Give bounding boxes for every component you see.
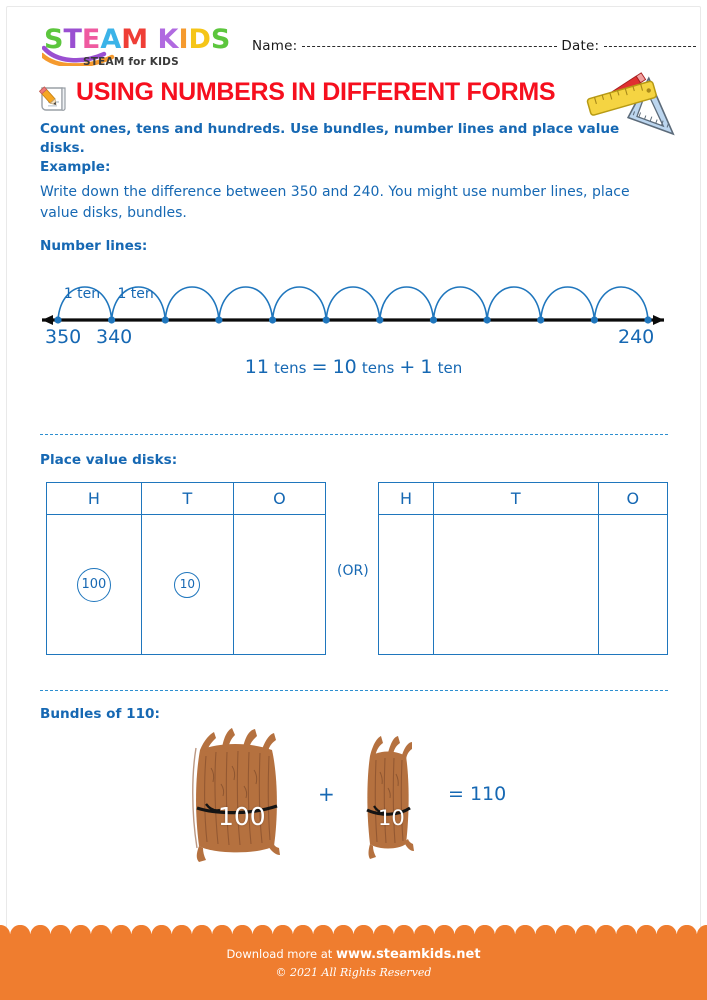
date-input-line[interactable] — [604, 46, 696, 47]
or-label: (OR) — [337, 563, 369, 579]
eq-n2: 10 — [332, 356, 357, 378]
footer-copyright: © 2021 All Rights Reserved — [275, 966, 432, 979]
bundles-diagram — [0, 722, 707, 862]
number-line-start-value: 350 — [45, 326, 82, 348]
logo-letter: K — [157, 24, 179, 55]
disk-100: 100 — [77, 568, 111, 602]
arc-label-1: 1 ten — [63, 286, 101, 302]
eq-w3: ten — [437, 359, 463, 377]
cell-tens[interactable] — [433, 515, 598, 655]
table-header-row — [47, 483, 326, 515]
header-ones: O — [233, 483, 325, 515]
cell-tens[interactable] — [141, 515, 233, 655]
place-value-table-right[interactable] — [378, 482, 668, 655]
steam-kids-logo[interactable] — [44, 24, 231, 70]
table-header-row — [379, 483, 668, 515]
number-line-end-value: 240 — [618, 326, 655, 348]
section-label-number-lines: Number lines: — [40, 238, 148, 254]
logo-letter: E — [81, 24, 101, 55]
section-divider-1 — [40, 434, 668, 435]
table-body-row — [379, 515, 668, 655]
bundle-small-icon — [367, 736, 414, 859]
logo-letter — [148, 26, 157, 54]
table-body-row — [47, 515, 326, 655]
logo-letter: T — [63, 24, 82, 55]
name-label: Name: — [252, 38, 298, 54]
logo-letter: S — [44, 24, 64, 55]
bundle-large-label: 100 — [218, 802, 266, 831]
header-hundreds: H — [47, 483, 142, 515]
plus-sign: + — [318, 782, 335, 806]
logo-letter: I — [178, 24, 189, 55]
eq-n1: 11 — [244, 356, 269, 378]
number-line-diagram — [36, 258, 676, 333]
date-label: Date: — [561, 38, 600, 54]
logo-letter: S — [210, 24, 231, 55]
section-divider-2 — [40, 690, 668, 691]
header-hundreds: H — [379, 483, 434, 515]
arc-label-2: 1 ten — [117, 286, 154, 302]
bundle-small-label: 10 — [378, 806, 405, 830]
title-row — [0, 78, 707, 122]
place-value-table-left[interactable] — [46, 482, 326, 655]
eq-op2: + — [399, 356, 416, 378]
cell-hundreds[interactable] — [47, 515, 142, 655]
cell-hundreds[interactable] — [379, 515, 434, 655]
example-label: Example: — [40, 159, 111, 175]
footer-site-link[interactable]: www.steamkids.net — [335, 947, 481, 962]
instructions-text: Count ones, tens and hundreds. Use bundles, number lines and place value disks. — [40, 121, 620, 156]
header-tens: T — [141, 483, 233, 515]
cell-ones[interactable] — [598, 515, 667, 655]
section-label-place-value: Place value disks: — [40, 452, 178, 468]
bundles-svg — [0, 722, 707, 862]
eq-n3: 1 — [420, 356, 433, 378]
example-body: Write down the difference between 350 and 240. You might use number lines, place value disks, bundles. — [40, 184, 630, 221]
logo-tagline: STEAM for KIDS — [83, 56, 179, 68]
page-title: USING NUMBERS IN DIFFERENT FORMS — [76, 78, 556, 106]
footer-scallop-edge — [0, 925, 707, 943]
name-date-row — [252, 38, 696, 54]
logo-letter: D — [188, 24, 211, 55]
cell-ones[interactable] — [233, 515, 325, 655]
header-ones: O — [598, 483, 667, 515]
notepad-pencil-icon — [34, 80, 72, 118]
bundles-result: = 110 — [448, 783, 507, 805]
eq-op1: = — [311, 356, 328, 378]
name-input-line[interactable] — [302, 46, 557, 47]
number-line-equation — [0, 356, 707, 378]
eq-w1: tens — [274, 359, 307, 377]
footer-download-text — [0, 947, 707, 962]
logo-letter: A — [100, 24, 122, 55]
number-line-second-value: 340 — [96, 326, 133, 348]
disk-10: 10 — [174, 572, 200, 598]
bundle-large-icon — [193, 728, 280, 862]
page-footer — [0, 925, 707, 1000]
footer-download-prefix: Download more at — [226, 947, 333, 961]
eq-w2: tens — [361, 359, 395, 377]
logo-letter: M — [121, 24, 149, 55]
section-label-bundles: Bundles of 110: — [40, 706, 160, 722]
header-tens: T — [433, 483, 598, 515]
